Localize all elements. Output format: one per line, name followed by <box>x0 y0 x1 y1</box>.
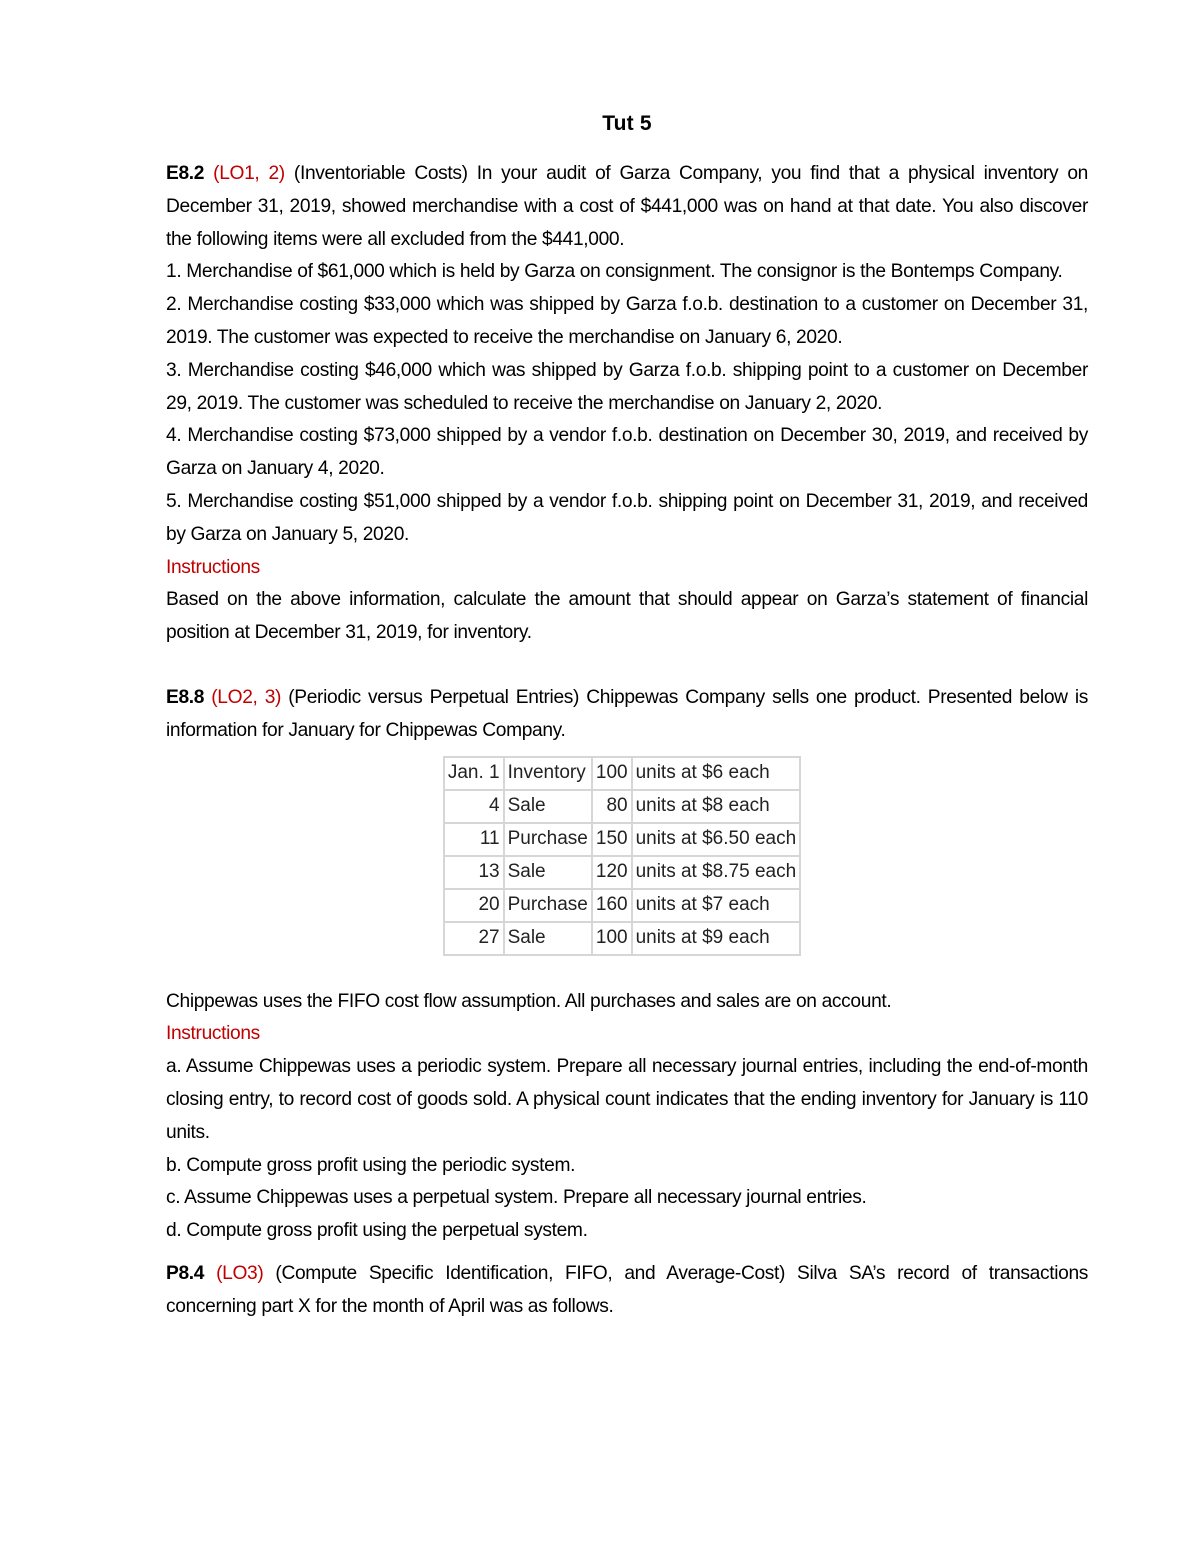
learning-objective: (LO3) <box>216 1262 264 1284</box>
e88-instructions-heading: Instructions <box>166 1023 260 1045</box>
e82-item-2: 2. Merchandise costing $33,000 which was shipped by Garza f.o.b. destination to a customer on December 31, 2019. The customer was expected to receive the merchandise on January 6, 2020. <box>166 294 1088 348</box>
qty-cell: 80 <box>592 790 632 823</box>
e82-item-4: 4. Merchandise costing $73,000 shipped by a vendor f.o.b. destination on December 30, 2019, and received by Garza on January 4, 2020. <box>166 425 1088 480</box>
qty-cell: 160 <box>592 889 632 922</box>
document-page <box>166 112 1088 1324</box>
type-cell: Purchase <box>504 889 592 922</box>
spacer <box>166 650 1088 682</box>
e88-instruction-c: c. Assume Chippewas uses a perpetual system. Prepare all necessary journal entries. <box>166 1187 867 1209</box>
table-row <box>444 889 800 922</box>
table-row <box>444 856 800 889</box>
e88-fifo-note: Chippewas uses the FIFO cost flow assumption. All purchases and sales are on account. <box>166 990 892 1012</box>
e88-instruction-b: b. Compute gross profit using the periodic system. <box>166 1154 576 1176</box>
e88-intro-text: (Periodic versus Perpetual Entries) Chippewas Company sells one product. Presented below is information for January for Chippewas Company. <box>166 686 1088 741</box>
qty-cell: 100 <box>592 757 632 790</box>
type-cell: Sale <box>504 790 592 823</box>
qty-cell: 100 <box>592 922 632 955</box>
date-cell: 13 <box>444 856 504 889</box>
p84-intro <box>166 1258 1088 1324</box>
type-cell: Sale <box>504 856 592 889</box>
desc-cell: units at $7 each <box>632 889 801 922</box>
desc-cell: units at $8.75 each <box>632 856 801 889</box>
e82-item-3: 3. Merchandise costing $46,000 which was shipped by Garza f.o.b. shipping point to a customer on December 29, 2019. The customer was scheduled to receive the merchandise on January 2, 2020. <box>166 359 1088 414</box>
spacer <box>166 956 1088 986</box>
learning-objective: (LO1, 2) <box>213 163 285 184</box>
desc-cell: units at $6.50 each <box>632 823 801 856</box>
e88-intro <box>166 682 1088 748</box>
e82-item-5: 5. Merchandise costing $51,000 shipped by a vendor f.o.b. shipping point on December 31, 2019, and received by Garza on January 5, 2020. <box>166 490 1088 545</box>
e82-instructions: Based on the above information, calculate the amount that should appear on Garza’s statement of financial position at December 31, 2019, for inventory. <box>166 589 1088 644</box>
e82-instructions-heading: Instructions <box>166 556 260 578</box>
spacer <box>166 1248 1088 1258</box>
date-cell: 20 <box>444 889 504 922</box>
date-cell: 11 <box>444 823 504 856</box>
e88-instruction-d: d. Compute gross profit using the perpetual system. <box>166 1220 588 1242</box>
p84-intro-text: (Compute Specific Identification, FIFO, and Average-Cost) Silva SA’s record of transactions concerning part X for the month of April was as follows. <box>166 1262 1089 1317</box>
desc-cell: units at $9 each <box>632 922 801 955</box>
date-cell: 4 <box>444 790 504 823</box>
problem-code: P8.4 <box>166 1262 205 1284</box>
desc-cell: units at $8 each <box>632 790 801 823</box>
table-row <box>444 757 800 790</box>
type-cell: Inventory <box>504 757 592 790</box>
transactions-table <box>443 756 801 956</box>
table-row <box>444 790 800 823</box>
table-row <box>444 922 800 955</box>
exercise-code: E8.2 <box>166 163 205 184</box>
e82-intro-text: (Inventoriable Costs) In your audit of Garza Company, you find that a physical inventory on December 31, 2019, showed merchandise with a cost of $441,000 was on hand at that date. You also discover the following items were all excluded from the $441,000. <box>166 163 1088 250</box>
exercise-code: E8.8 <box>166 686 205 708</box>
table-row <box>444 823 800 856</box>
learning-objective: (LO2, 3) <box>211 686 282 708</box>
e82-intro <box>166 158 1088 256</box>
page-title: Tut 5 <box>602 112 652 135</box>
e82-item-1: 1. Merchandise of $61,000 which is held by Garza on consignment. The consignor is the Bontemps Company. <box>166 261 1063 283</box>
type-cell: Sale <box>504 922 592 955</box>
qty-cell: 150 <box>592 823 632 856</box>
desc-cell: units at $6 each <box>632 757 801 790</box>
qty-cell: 120 <box>592 856 632 889</box>
date-cell: 27 <box>444 922 504 955</box>
date-cell: Jan. 1 <box>444 757 504 790</box>
type-cell: Purchase <box>504 823 592 856</box>
e88-instruction-a: a. Assume Chippewas uses a periodic system. Prepare all necessary journal entries, including the end-of-month closing entry, to record cost of goods sold. A physical count indicates that the ending inventory for January is 110 units. <box>166 1056 1088 1143</box>
